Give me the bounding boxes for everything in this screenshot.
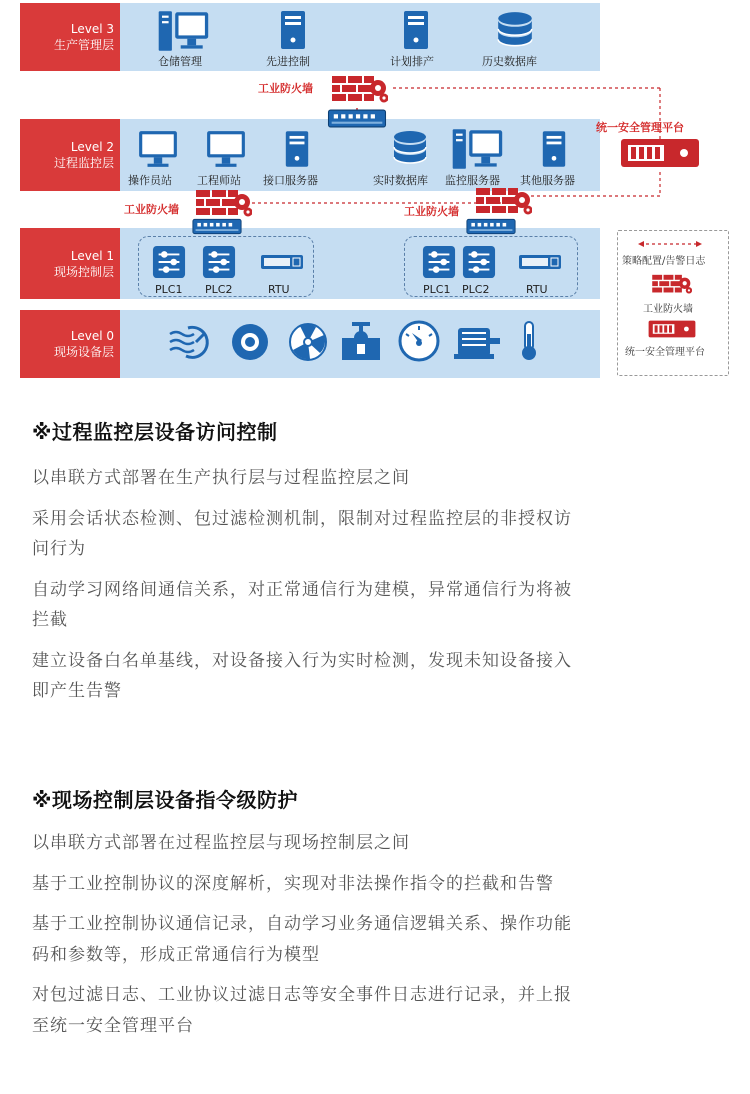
level1-subtitle: 现场控制层 xyxy=(53,264,114,279)
switch-icon xyxy=(466,218,516,235)
firewall-icon xyxy=(332,72,388,106)
device-label-history-db: 历史数据库 xyxy=(482,55,537,68)
thermometer-icon xyxy=(518,320,540,362)
section-instruction-protection xyxy=(32,786,732,1041)
database-icon xyxy=(494,10,536,52)
camera-sensor-icon xyxy=(230,322,270,362)
device-label-interface-server: 接口服务器 xyxy=(263,174,318,187)
firewall-label-left: 工业防火墙 xyxy=(124,203,179,216)
level3-subtitle: 生产管理层 xyxy=(53,38,114,52)
flow-meter-icon xyxy=(166,322,212,362)
section-line: 采用会话状态检测、包过滤检测机制，限制对过程监控层的非授权访 xyxy=(32,508,572,529)
level3-label xyxy=(20,3,120,71)
engineer-station-icon xyxy=(205,128,247,170)
device-label-plc2-left: PLC2 xyxy=(205,283,233,296)
section-line: 对包过滤日志、工业协议过滤日志等安全事件日志进行记录，并上报 xyxy=(32,985,572,1005)
switch-icon xyxy=(327,109,387,128)
plc-icon xyxy=(462,245,496,279)
section-line: 拦截 xyxy=(32,610,68,630)
monitor-server-workstation-icon xyxy=(450,127,506,171)
section-line: 以串联方式部署在生产执行层与过程监控层之间 xyxy=(32,468,410,488)
device-label-scheduling: 计划排产 xyxy=(390,55,434,68)
device-label-other-server: 其他服务器 xyxy=(520,174,575,187)
section-line: 自动学习网络间通信关系，对正常通信行为建模，异常通信行为将被 xyxy=(32,579,572,600)
section-title: ※现场控制层设备指令级防护 xyxy=(32,788,298,812)
level0-title: Level 0 xyxy=(70,329,114,343)
pressure-gauge-icon xyxy=(398,320,440,362)
legend-policy-text: 策略配置/告警日志 xyxy=(622,256,706,267)
switch-icon xyxy=(192,218,242,235)
device-label-plc1-left: PLC1 xyxy=(155,283,183,296)
firewall-label-top: 工业防火墙 xyxy=(258,82,313,95)
device-label-rtu-right: RTU xyxy=(526,283,548,296)
section-line: 码和参数等，形成正常通信行为模型 xyxy=(32,944,320,965)
device-label-engineer: 工程师站 xyxy=(197,174,241,187)
motor-icon xyxy=(454,322,504,362)
section-line: 基于工业控制协议的深度解析，实现对非法操作指令的拦截和告警 xyxy=(32,873,554,894)
server-icon xyxy=(540,129,568,169)
device-label-rtu-left: RTU xyxy=(268,283,290,296)
level3-title: Level 3 xyxy=(70,22,114,36)
section-line: 即产生告警 xyxy=(32,681,122,701)
legend-platform-icon xyxy=(648,320,696,338)
rtu-icon xyxy=(518,252,562,272)
fan-icon xyxy=(288,322,328,362)
network-diagram xyxy=(0,0,750,390)
device-label-realtime-db: 实时数据库 xyxy=(373,174,428,187)
level2-title: Level 2 xyxy=(70,140,114,154)
firewall-icon xyxy=(196,186,252,220)
server-icon xyxy=(278,9,308,51)
device-label-plc2-right: PLC2 xyxy=(462,283,490,296)
section-line: 以串联方式部署在过程监控层与现场控制层之间 xyxy=(32,833,410,853)
device-label-monitor-server: 监控服务器 xyxy=(445,174,500,187)
plc-icon xyxy=(152,245,186,279)
level2-subtitle: 过程监控层 xyxy=(53,156,114,170)
level0-label xyxy=(20,310,120,378)
section-line: 建立设备白名单基线，对设备接入行为实时检测，发现未知设备接入 xyxy=(32,650,572,671)
section-line: 问行为 xyxy=(32,539,86,559)
section-title: ※过程监控层设备访问控制 xyxy=(32,420,278,444)
level1-title: Level 1 xyxy=(70,248,114,263)
level1-label xyxy=(20,228,120,299)
legend-platform-text: 统一安全管理平台 xyxy=(625,347,705,358)
plc-icon xyxy=(202,245,236,279)
device-label-advanced-control: 先进控制 xyxy=(266,55,310,68)
section-access-control xyxy=(32,418,732,707)
legend-firewall-text: 工业防火墙 xyxy=(643,304,693,315)
level2-label xyxy=(20,119,120,191)
firewall-label-right: 工业防火墙 xyxy=(404,205,459,218)
device-label-warehouse: 仓储管理 xyxy=(158,55,202,68)
server-icon xyxy=(401,9,431,51)
section-line: 至统一安全管理平台 xyxy=(32,1015,194,1036)
device-label-operator: 操作员站 xyxy=(128,174,172,187)
operator-station-icon xyxy=(137,128,179,170)
plc-icon xyxy=(422,245,456,279)
security-platform-icon xyxy=(620,138,700,168)
section-line: 基于工业控制协议通信记录，自动学习业务通信逻辑关系、操作功能 xyxy=(32,914,572,934)
rtu-icon xyxy=(260,252,304,272)
firewall-icon xyxy=(476,184,532,218)
database-icon xyxy=(390,129,430,169)
server-icon xyxy=(283,129,311,169)
legend-firewall-icon xyxy=(652,272,692,296)
level0-subtitle: 现场设备层 xyxy=(53,345,114,359)
device-label-plc1-right: PLC1 xyxy=(423,283,451,296)
platform-label: 统一安全管理平台 xyxy=(596,121,684,134)
valve-icon xyxy=(340,320,382,362)
warehouse-workstation-icon xyxy=(155,9,213,53)
